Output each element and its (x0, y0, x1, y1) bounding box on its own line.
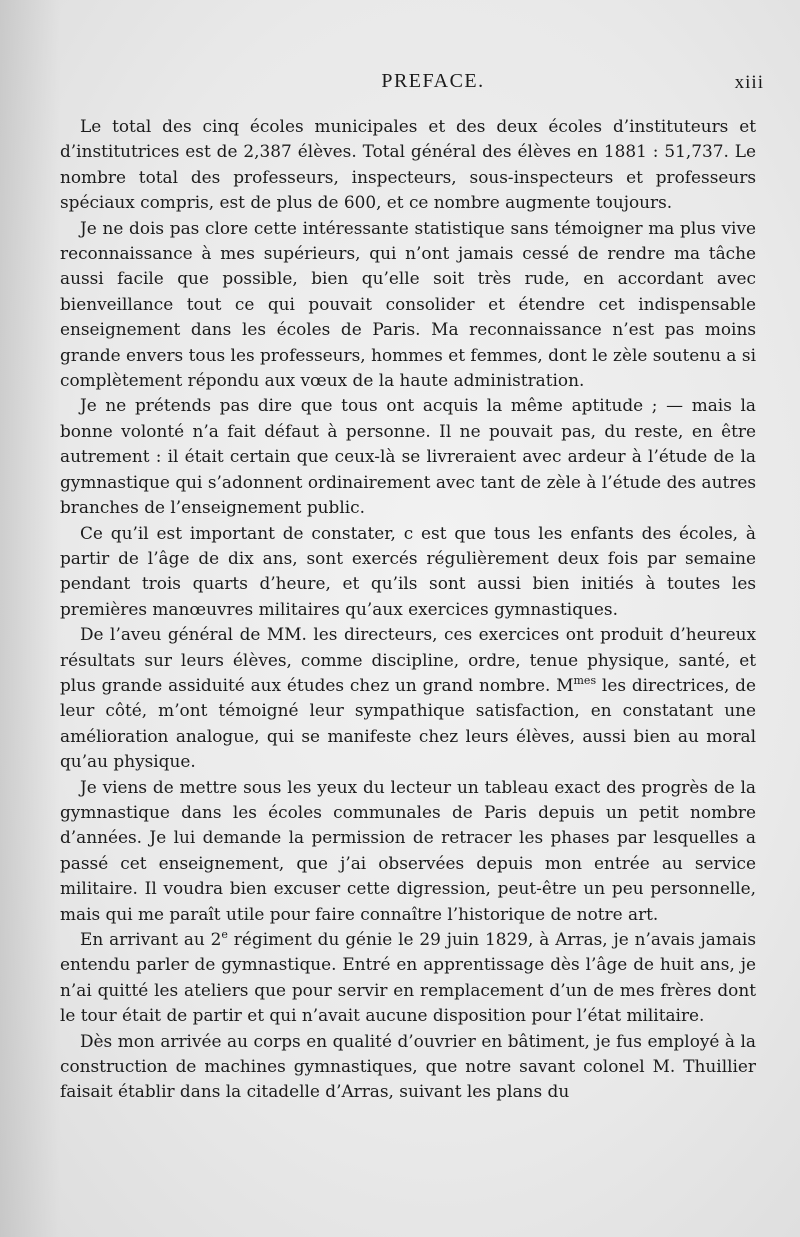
paragraph: Le total des cinq écoles municipales et des deux écoles d’instituteurs et d’institutrices est de 2,387 élèves. Total général des élèves en 1881 : 51,737. Le nombre total des professeurs, inspecteurs, sous-inspecteurs et professeurs spéciaux compris, est de plus de 600, et ce nombre augmente toujours. (60, 116, 756, 213)
paragraph: Je viens de mettre sous les yeux du lecteur un tableau exact des progrès de la gymnastique dans les écoles communales de Paris depuis un petit nombre d’années. Je lui demande la permission de retracer les phases par lesquelles a passé cet enseignement, que j’ai observées depuis mon entrée au service militaire. Il voudra bien excuser cette digression, peut-être un peu personnelle, mais qui me paraît utile pour faire connaître l’historique de notre art. (60, 776, 756, 924)
running-head: PREFACE. (381, 70, 485, 92)
text-run: les directrices, de leur côté, m’ont témoigné leur sympathique satisfaction, en constatant une amélioration analogue, qui se manifeste chez leurs élèves, aussi bien au moral qu’au physique. (60, 674, 756, 772)
superscript: mes (573, 673, 597, 687)
page-header (62, 70, 764, 106)
page-number: xiii (734, 72, 764, 93)
paragraph: Je ne dois pas clore cette intéressante statistique sans témoigner ma plus vive reconnaissance à mes supérieurs, qui n’ont jamais cessé de rendre ma tâche aussi facile que possible, bien qu’elle soit très rude, en accordant avec bienveillance tout ce qui pouvait consolider et étendre cet indispensable enseignement dans les écoles de Paris. Ma reconnaissance n’est pas moins grande envers tous les professeurs, hommes et femmes, dont le zèle soutenu a si complètement répondu aux vœux de la haute administration. (60, 217, 756, 391)
paragraph: Dès mon arrivée au corps en qualité d’ouvrier en bâtiment, je fus employé à la construction de machines gymnastiques, que notre savant colonel M. Thuillier faisait établir dans la citadelle d’Arras, suivant les plans du (60, 1030, 756, 1102)
text-run: régiment du génie le 29 juin 1829, à Arras, je n’avais jamais entendu parler de gymnastique. Entré en apprentissage dès l’âge de huit ans, je n’ai quitté les ateliers que pour servir en remplacement d’un de mes frères dont le tour était de partir et qui n’avait aucune disposition pour l’état militaire. (60, 929, 756, 1026)
paragraph (60, 622, 756, 774)
paragraph (60, 927, 756, 1029)
paragraph: Je ne prétends pas dire que tous ont acquis la même aptitude ; — mais la bonne volonté n’a fait défaut à personne. Il ne pouvait pas, du reste, en être autrement : il était certain que ceux-là se livreraient avec ardeur à l’étude de la gymnastique qui s’adonnent ordinairement avec tant de zèle à l’étude des autres branches de l’enseignement public. (60, 395, 756, 518)
text-run: De l’aveu général de MM. les directeurs, ces exercices ont produit d’heureux résultats sur leurs élèves, comme discipline, ordre, tenue physique, santé, et plus grande assiduité aux études chez un grand nombre. M (60, 624, 756, 695)
text-run: En arrivant au 2 (80, 929, 222, 949)
superscript: e (221, 928, 228, 941)
paragraph: Ce qu’il est important de constater, c est que tous les enfants des écoles, à partir de l’âge de dix ans, sont exercés régulièrement deux fois par semaine pendant trois quarts d’heure, et qu’ils sont aussi bien initiés à toutes les premières manœuvres militaires qu’aux exercices gymnastiques. (60, 522, 756, 619)
body-text (60, 114, 756, 1105)
